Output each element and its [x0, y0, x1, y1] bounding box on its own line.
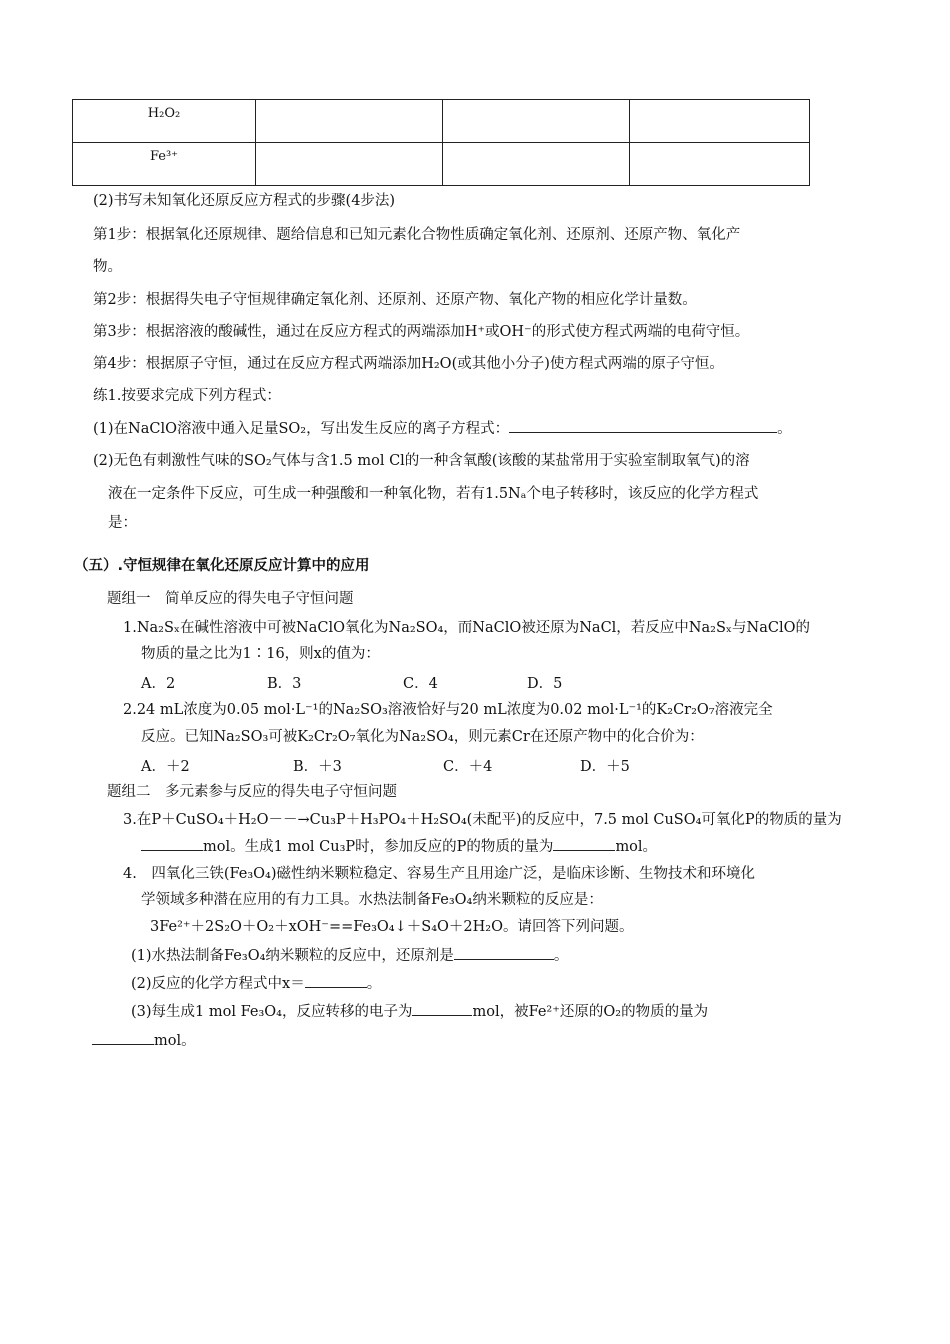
- answer-blank[interactable]: [553, 836, 615, 851]
- exercise-2-line-1: (2)无色有刺激性气味的SO₂气体与含1.5 mol Cl的一种含氧酸(该酸的某盐常用于实验室制取氧气)的溶: [93, 453, 750, 469]
- q1-option-a[interactable]: A．2: [141, 676, 176, 692]
- q3-unit: mol。: [615, 839, 658, 855]
- exercise-2-line-2: 液在一定条件下反应，可生成一种强酸和一种氧化物，若有1.5Nₐ个电子转移时，该反应的化学方程式: [108, 486, 759, 502]
- exercise-1-end: 。: [777, 421, 792, 437]
- section-title: （五）.守恒规律在氧化还原反应计算中的应用: [74, 558, 370, 574]
- question-3-line-2: [141, 836, 657, 857]
- exercise-1-text: (1)在NaClO溶液中通入足量SO₂，写出发生反应的离子方程式：: [93, 421, 510, 437]
- step-1-line-1: 第1步：根据氧化还原规律、题给信息和已知元素化合物性质确定氧化剂、还原剂、还原产物、氧化产: [93, 227, 741, 243]
- q1-option-d[interactable]: D．5: [527, 676, 563, 692]
- table-cell-label: Fe³⁺: [73, 143, 256, 186]
- question-4-sub-3-cont: [92, 1030, 196, 1051]
- question-4-sub-3: [131, 1001, 708, 1022]
- table-cell: [256, 100, 443, 143]
- step-2: 第2步：根据得失电子守恒规律确定氧化剂、还原剂、还原产物、氧化产物的相应化学计量数。: [93, 292, 697, 308]
- exercise-heading: 练1.按要求完成下列方程式：: [93, 388, 281, 404]
- group-2-heading: 题组二 多元素参与反应的得失电子守恒问题: [107, 784, 397, 800]
- question-4-sub-1: [131, 945, 568, 966]
- answer-blank[interactable]: [509, 418, 777, 433]
- table-cell: [443, 143, 630, 186]
- step-3: 第3步：根据溶液的酸碱性，通过在反应方程式的两端添加H⁺或OH⁻的形式使方程式两端的电荷守恒。: [93, 324, 750, 340]
- exercise-2-line-3: 是：: [108, 515, 137, 531]
- question-4-line-1: 4. 四氧化三铁(Fe₃O₄)磁性纳米颗粒稳定、容易生产且用途广泛，是临床诊断、生物技术和环境化: [123, 866, 756, 882]
- answer-blank[interactable]: [412, 1001, 472, 1016]
- answer-blank[interactable]: [305, 973, 367, 988]
- table-row: [73, 143, 810, 186]
- exercise-1: [93, 418, 792, 439]
- table-row: [73, 100, 810, 143]
- question-2-line-2: 反应。已知Na₂SO₃可被K₂Cr₂O₇氧化为Na₂SO₄，则元素Cr在还原产物中的化合价为：: [141, 729, 704, 745]
- q4-sub-1-text: (1)水热法制备Fe₃O₄纳米颗粒的反应中，还原剂是: [131, 948, 454, 964]
- answer-table: [72, 99, 810, 186]
- question-2-line-1: 2.24 mL浓度为0.05 mol·L⁻¹的Na₂SO₃溶液恰好与20 mL浓度为0.02 mol·L⁻¹的K₂Cr₂O₇溶液完全: [123, 702, 773, 718]
- q4-sub-3-unit: mol。: [154, 1033, 196, 1049]
- q3-text: mol。生成1 mol Cu₃P时，参加反应的P的物质的量为: [203, 839, 554, 855]
- q2-option-d[interactable]: D．＋5: [580, 759, 630, 775]
- table-cell: [256, 143, 443, 186]
- question-4-line-2: 学领域多种潜在应用的有力工具。水热法制备Fe₃O₄纳米颗粒的反应是：: [141, 892, 603, 908]
- q2-option-c[interactable]: C．＋4: [443, 759, 493, 775]
- answer-blank[interactable]: [141, 836, 203, 851]
- q4-sub-3-mid: mol，被Fe²⁺还原的O₂的物质的量为: [472, 1004, 709, 1020]
- question-1-line-1: 1.Na₂Sₓ在碱性溶液中可被NaClO氧化为Na₂SO₄，而NaClO被还原为NaCl，若反应中Na₂Sₓ与NaClO的: [123, 620, 810, 636]
- q4-sub-2-end: 。: [366, 976, 382, 992]
- q4-sub-2-text: (2)反应的化学方程式中x＝: [131, 976, 305, 992]
- step-4: 第4步：根据原子守恒，通过在反应方程式两端添加H₂O(或其他小分子)使方程式两端的原子守恒。: [93, 356, 724, 372]
- answer-blank[interactable]: [92, 1030, 154, 1045]
- q2-option-a[interactable]: A．＋2: [141, 759, 190, 775]
- q1-option-b[interactable]: B．3: [267, 676, 302, 692]
- table-cell-label: H₂O₂: [73, 100, 256, 143]
- q4-sub-3-text: (3)每生成1 mol Fe₃O₄，反应转移的电子为: [131, 1004, 413, 1020]
- question-3-line-1: 3.在P＋CuSO₄＋H₂O－－→Cu₃P＋H₃PO₄＋H₂SO₄(未配平)的反应中，7.5 mol CuSO₄可氧化P的物质的量为: [123, 812, 842, 828]
- answer-blank[interactable]: [454, 945, 554, 960]
- question-4-sub-2: [131, 973, 381, 994]
- q4-sub-1-end: 。: [553, 948, 569, 964]
- table-cell: [443, 100, 630, 143]
- q2-option-b[interactable]: B．＋3: [293, 759, 342, 775]
- table-cell: [630, 100, 810, 143]
- steps-heading: (2)书写未知氧化还原反应方程式的步骤(4步法): [93, 193, 396, 209]
- group-1-heading: 题组一 简单反应的得失电子守恒问题: [107, 591, 354, 607]
- step-1-line-2: 物。: [93, 259, 122, 275]
- q1-option-c[interactable]: C．4: [403, 676, 438, 692]
- table-cell: [630, 143, 810, 186]
- reaction-equation: 3Fe²⁺＋2S₂O＋O₂＋xOH⁻==Fe₃O₄↓＋S₄O＋2H₂O。请回答下列问题。: [150, 919, 634, 935]
- question-1-line-2: 物质的量之比为1∶16，则x的值为：: [141, 646, 380, 662]
